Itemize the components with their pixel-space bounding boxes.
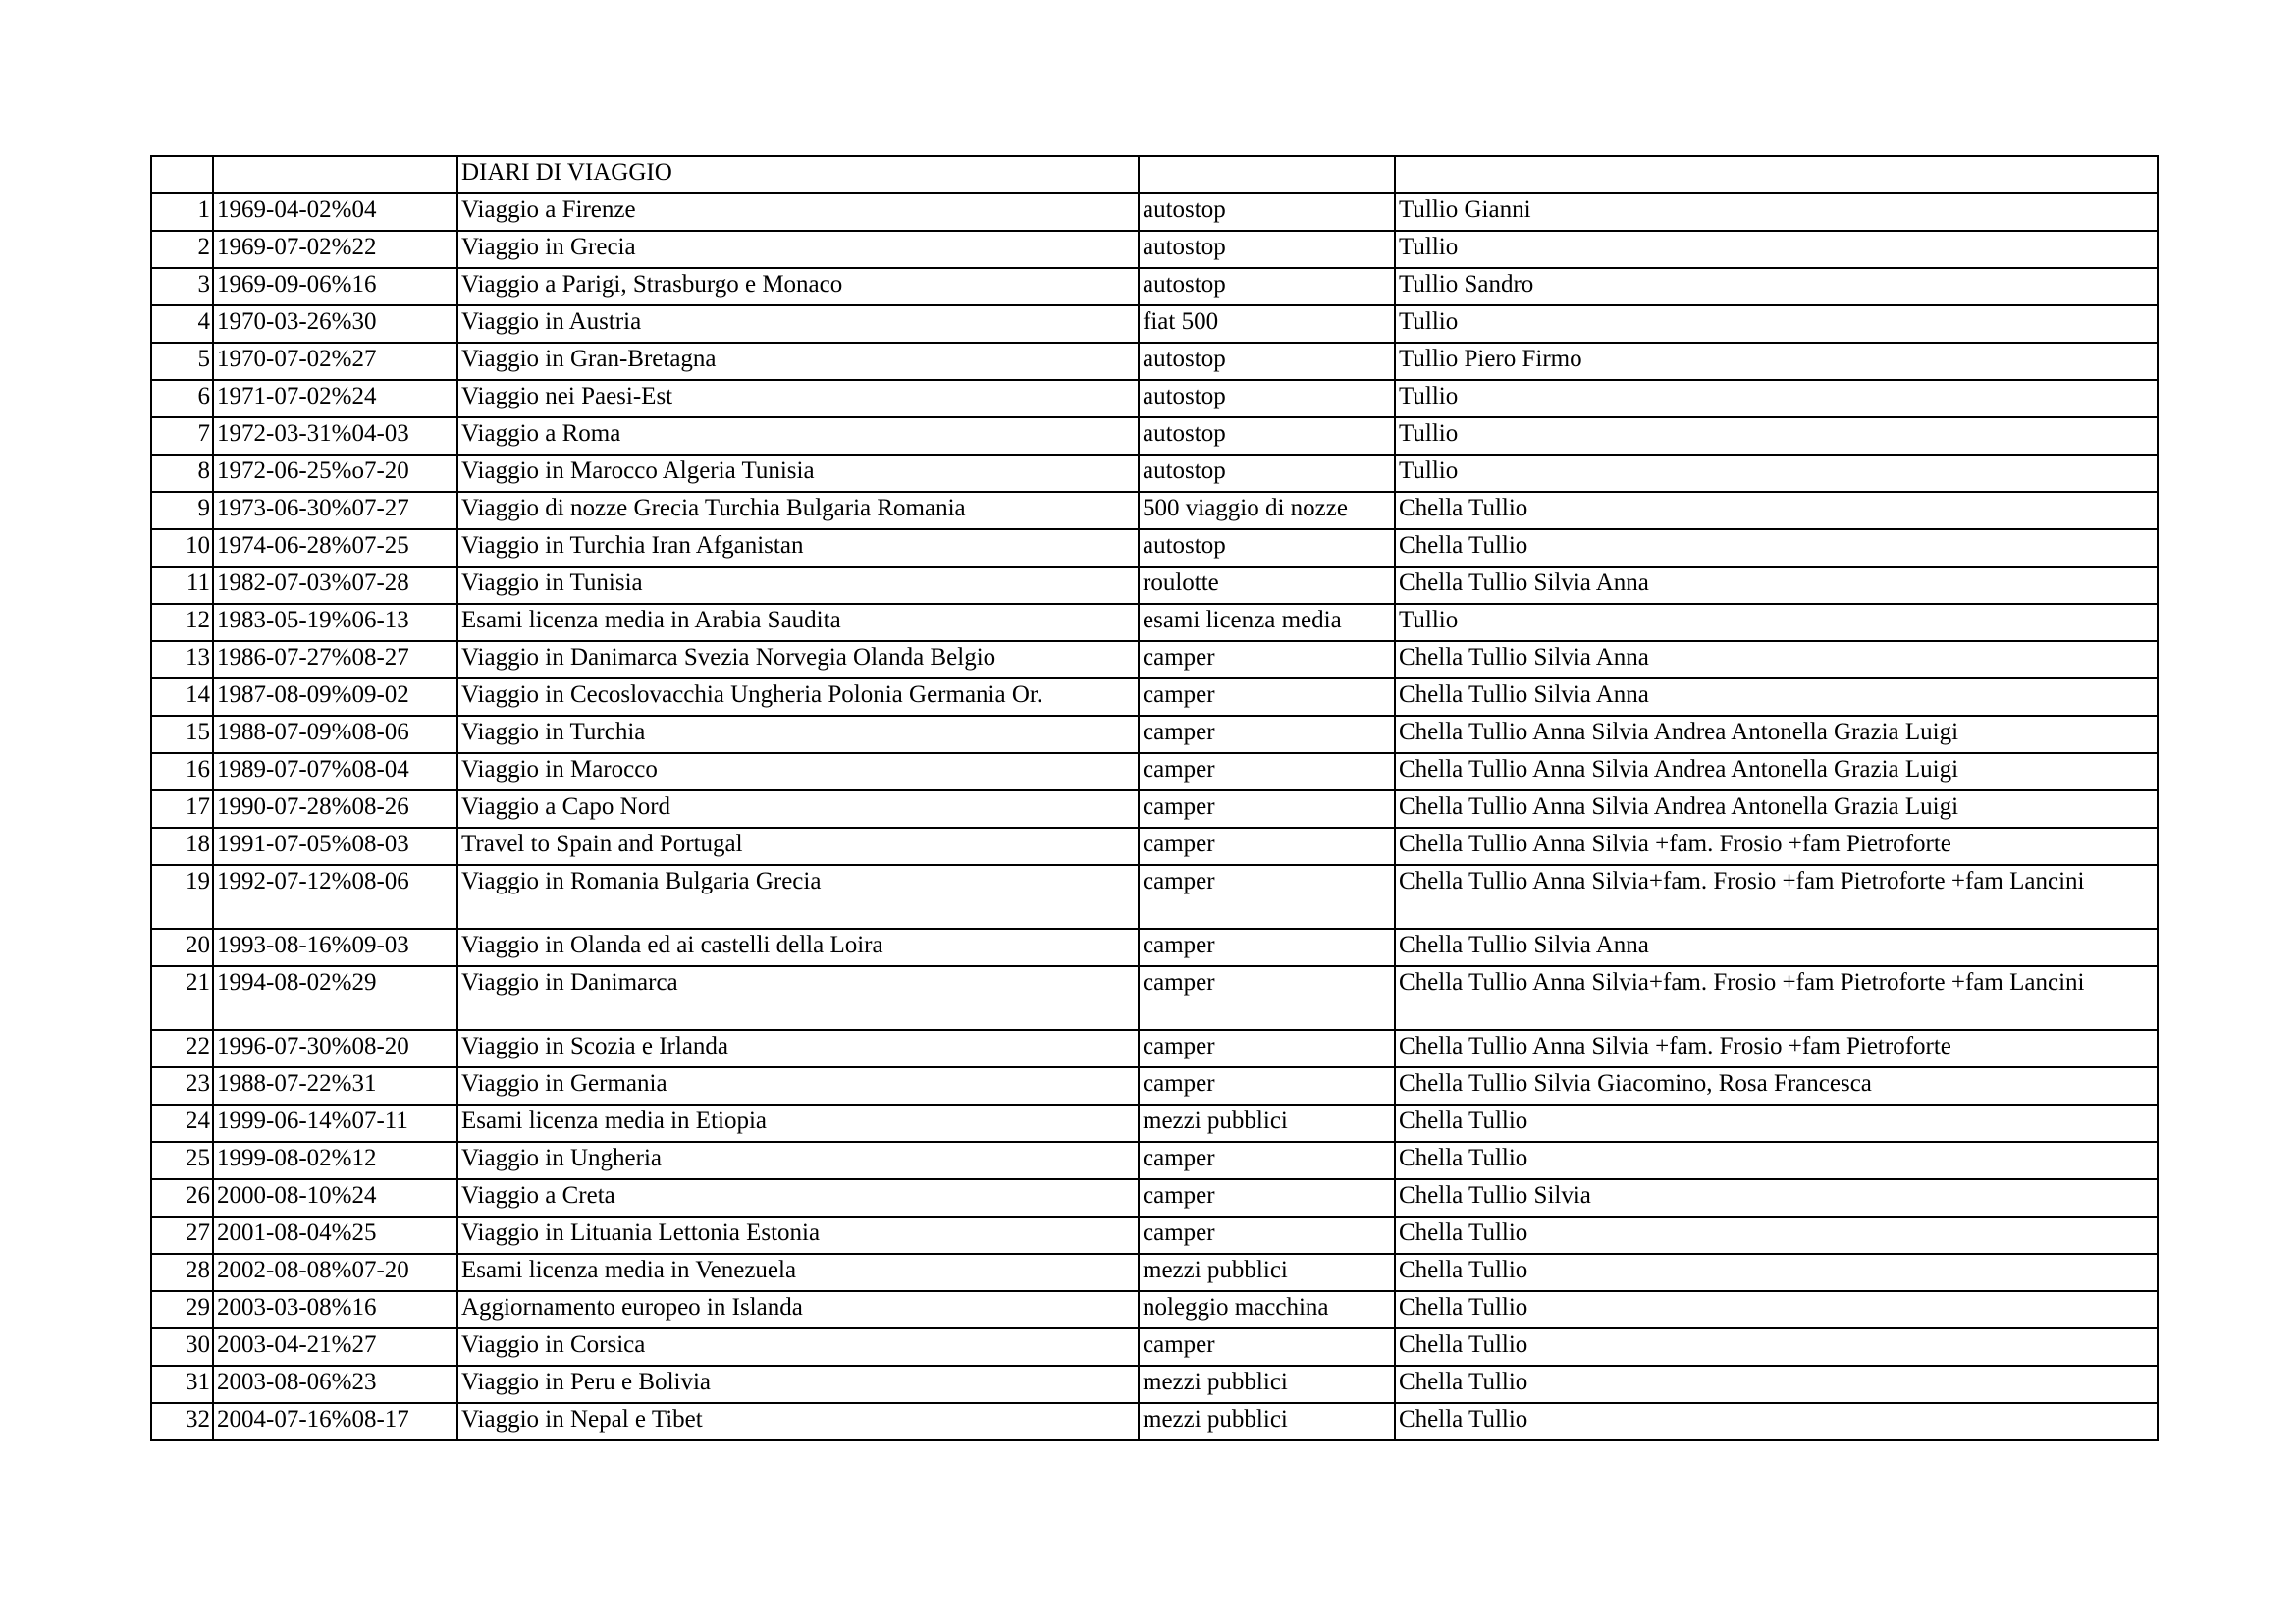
table-row	[151, 529, 2158, 567]
table-row	[151, 1067, 2158, 1105]
table-row	[151, 678, 2158, 716]
table-row	[151, 567, 2158, 604]
transport-mode-cell: autostop	[1139, 417, 1395, 455]
row-number-cell: 9	[151, 492, 213, 529]
participants-cell: Chella Tullio Silvia Anna	[1395, 641, 2158, 678]
dates-cell: 1971-07-02%24	[213, 380, 457, 417]
row-number-cell: 18	[151, 828, 213, 865]
participants-cell: Chella Tullio	[1395, 529, 2158, 567]
transport-mode-cell: roulotte	[1139, 567, 1395, 604]
trip-title-cell: Viaggio in Grecia	[457, 231, 1139, 268]
row-number-cell: 13	[151, 641, 213, 678]
table-row	[151, 1328, 2158, 1366]
participants-cell: Chella Tullio Anna Silvia Andrea Antonella Grazia Luigi	[1395, 790, 2158, 828]
row-number-cell: 28	[151, 1254, 213, 1291]
dates-cell: 1972-06-25%o7-20	[213, 455, 457, 492]
trip-title-cell: Viaggio a Capo Nord	[457, 790, 1139, 828]
table-row	[151, 455, 2158, 492]
table-row	[151, 1366, 2158, 1403]
row-number-cell: 14	[151, 678, 213, 716]
participants-cell: Tullio	[1395, 455, 2158, 492]
travel-diary-table	[150, 155, 2159, 1441]
transport-mode-cell: camper	[1139, 865, 1395, 929]
row-number-cell: 1	[151, 193, 213, 231]
transport-mode-cell: mezzi pubblici	[1139, 1254, 1395, 1291]
participants-cell: Chella Tullio Silvia Anna	[1395, 678, 2158, 716]
transport-mode-cell: autostop	[1139, 193, 1395, 231]
trip-title-cell: Viaggio di nozze Grecia Turchia Bulgaria Romania	[457, 492, 1139, 529]
participants-cell: Tullio	[1395, 305, 2158, 343]
participants-cell: Chella Tullio Silvia Giacomino, Rosa Francesca	[1395, 1067, 2158, 1105]
transport-mode-cell: mezzi pubblici	[1139, 1105, 1395, 1142]
participants-cell: Tullio	[1395, 380, 2158, 417]
participants-cell: Chella Tullio	[1395, 492, 2158, 529]
table-row	[151, 343, 2158, 380]
row-number-cell: 4	[151, 305, 213, 343]
dates-cell: 1982-07-03%07-28	[213, 567, 457, 604]
participants-cell: Chella Tullio Anna Silvia Andrea Antonella Grazia Luigi	[1395, 753, 2158, 790]
participants-cell: Chella Tullio Anna Silvia+fam. Frosio +fam Pietroforte +fam Lancini	[1395, 865, 2158, 929]
trip-title-cell: Esami licenza media in Etiopia	[457, 1105, 1139, 1142]
travel-diary-sheet	[150, 155, 2157, 1441]
trip-title-cell: Viaggio in Cecoslovacchia Ungheria Polonia Germania Or.	[457, 678, 1139, 716]
row-number-cell: 29	[151, 1291, 213, 1328]
transport-mode-cell: noleggio macchina	[1139, 1291, 1395, 1328]
dates-cell: 1988-07-09%08-06	[213, 716, 457, 753]
trip-title-cell: Viaggio in Nepal e Tibet	[457, 1403, 1139, 1440]
transport-mode-cell: camper	[1139, 828, 1395, 865]
participants-cell: Chella Tullio	[1395, 1366, 2158, 1403]
row-number-cell: 5	[151, 343, 213, 380]
transport-mode-cell: autostop	[1139, 343, 1395, 380]
participants-cell: Tullio	[1395, 231, 2158, 268]
header-number-cell	[151, 156, 213, 193]
transport-mode-cell: camper	[1139, 1067, 1395, 1105]
dates-cell: 2001-08-04%25	[213, 1217, 457, 1254]
participants-cell: Chella Tullio Anna Silvia +fam. Frosio +fam Pietroforte	[1395, 1030, 2158, 1067]
table-row	[151, 1105, 2158, 1142]
trip-title-cell: Viaggio a Roma	[457, 417, 1139, 455]
header-mode-cell	[1139, 156, 1395, 193]
table-row	[151, 966, 2158, 1030]
dates-cell: 1993-08-16%09-03	[213, 929, 457, 966]
row-number-cell: 16	[151, 753, 213, 790]
table-row	[151, 1254, 2158, 1291]
dates-cell: 1970-07-02%27	[213, 343, 457, 380]
row-number-cell: 31	[151, 1366, 213, 1403]
row-number-cell: 3	[151, 268, 213, 305]
row-number-cell: 20	[151, 929, 213, 966]
participants-cell: Tullio	[1395, 417, 2158, 455]
row-number-cell: 11	[151, 567, 213, 604]
header-people-cell	[1395, 156, 2158, 193]
participants-cell: Chella Tullio Anna Silvia Andrea Antonella Grazia Luigi	[1395, 716, 2158, 753]
dates-cell: 1991-07-05%08-03	[213, 828, 457, 865]
dates-cell: 1999-06-14%07-11	[213, 1105, 457, 1142]
trip-title-cell: Viaggio in Tunisia	[457, 567, 1139, 604]
dates-cell: 1990-07-28%08-26	[213, 790, 457, 828]
table-row	[151, 1030, 2158, 1067]
participants-cell: Tullio Gianni	[1395, 193, 2158, 231]
row-number-cell: 19	[151, 865, 213, 929]
row-number-cell: 12	[151, 604, 213, 641]
transport-mode-cell: mezzi pubblici	[1139, 1403, 1395, 1440]
dates-cell: 1969-07-02%22	[213, 231, 457, 268]
transport-mode-cell: autostop	[1139, 231, 1395, 268]
table-row	[151, 641, 2158, 678]
row-number-cell: 27	[151, 1217, 213, 1254]
trip-title-cell: Viaggio in Austria	[457, 305, 1139, 343]
header-title-cell: DIARI DI VIAGGIO	[457, 156, 1139, 193]
table-row	[151, 305, 2158, 343]
row-number-cell: 23	[151, 1067, 213, 1105]
transport-mode-cell: autostop	[1139, 455, 1395, 492]
dates-cell: 1969-09-06%16	[213, 268, 457, 305]
transport-mode-cell: camper	[1139, 1030, 1395, 1067]
transport-mode-cell: autostop	[1139, 529, 1395, 567]
transport-mode-cell: camper	[1139, 678, 1395, 716]
row-number-cell: 10	[151, 529, 213, 567]
participants-cell: Chella Tullio	[1395, 1254, 2158, 1291]
participants-cell: Chella Tullio	[1395, 1142, 2158, 1179]
transport-mode-cell: camper	[1139, 790, 1395, 828]
trip-title-cell: Viaggio in Marocco Algeria Tunisia	[457, 455, 1139, 492]
transport-mode-cell: camper	[1139, 641, 1395, 678]
dates-cell: 1989-07-07%08-04	[213, 753, 457, 790]
table-row	[151, 604, 2158, 641]
table-row	[151, 492, 2158, 529]
trip-title-cell: Viaggio in Gran-Bretagna	[457, 343, 1139, 380]
participants-cell: Chella Tullio	[1395, 1105, 2158, 1142]
trip-title-cell: Viaggio in Corsica	[457, 1328, 1139, 1366]
dates-cell: 1996-07-30%08-20	[213, 1030, 457, 1067]
row-number-cell: 32	[151, 1403, 213, 1440]
dates-cell: 2003-03-08%16	[213, 1291, 457, 1328]
table-row	[151, 268, 2158, 305]
dates-cell: 1972-03-31%04-03	[213, 417, 457, 455]
participants-cell: Chella Tullio Silvia	[1395, 1179, 2158, 1217]
table-row	[151, 380, 2158, 417]
trip-title-cell: Esami licenza media in Venezuela	[457, 1254, 1139, 1291]
trip-title-cell: Viaggio in Lituania Lettonia Estonia	[457, 1217, 1139, 1254]
dates-cell: 1983-05-19%06-13	[213, 604, 457, 641]
transport-mode-cell: camper	[1139, 966, 1395, 1030]
trip-title-cell: Viaggio in Danimarca	[457, 966, 1139, 1030]
row-number-cell: 15	[151, 716, 213, 753]
participants-cell: Chella Tullio	[1395, 1217, 2158, 1254]
table-row	[151, 828, 2158, 865]
table-row	[151, 1142, 2158, 1179]
trip-title-cell: Viaggio nei Paesi-Est	[457, 380, 1139, 417]
trip-title-cell: Aggiornamento europeo in Islanda	[457, 1291, 1139, 1328]
transport-mode-cell: camper	[1139, 929, 1395, 966]
trip-title-cell: Viaggio in Turchia	[457, 716, 1139, 753]
transport-mode-cell: esami licenza media	[1139, 604, 1395, 641]
row-number-cell: 21	[151, 966, 213, 1030]
participants-cell: Chella Tullio Anna Silvia +fam. Frosio +fam Pietroforte	[1395, 828, 2158, 865]
dates-cell: 1986-07-27%08-27	[213, 641, 457, 678]
table-row	[151, 231, 2158, 268]
dates-cell: 1988-07-22%31	[213, 1067, 457, 1105]
transport-mode-cell: camper	[1139, 1179, 1395, 1217]
table-row	[151, 193, 2158, 231]
row-number-cell: 6	[151, 380, 213, 417]
row-number-cell: 7	[151, 417, 213, 455]
table-row	[151, 790, 2158, 828]
trip-title-cell: Viaggio in Olanda ed ai castelli della Loira	[457, 929, 1139, 966]
row-number-cell: 30	[151, 1328, 213, 1366]
trip-title-cell: Viaggio in Ungheria	[457, 1142, 1139, 1179]
participants-cell: Tullio	[1395, 604, 2158, 641]
transport-mode-cell: autostop	[1139, 380, 1395, 417]
table-row	[151, 1179, 2158, 1217]
header-dates-cell	[213, 156, 457, 193]
transport-mode-cell: camper	[1139, 1328, 1395, 1366]
participants-cell: Chella Tullio	[1395, 1328, 2158, 1366]
dates-cell: 1999-08-02%12	[213, 1142, 457, 1179]
table-row	[151, 1291, 2158, 1328]
dates-cell: 2004-07-16%08-17	[213, 1403, 457, 1440]
participants-cell: Chella Tullio	[1395, 1291, 2158, 1328]
transport-mode-cell: fiat 500	[1139, 305, 1395, 343]
trip-title-cell: Viaggio in Romania Bulgaria Grecia	[457, 865, 1139, 929]
row-number-cell: 17	[151, 790, 213, 828]
table-row	[151, 753, 2158, 790]
transport-mode-cell: mezzi pubblici	[1139, 1366, 1395, 1403]
trip-title-cell: Viaggio in Germania	[457, 1067, 1139, 1105]
table-row	[151, 929, 2158, 966]
participants-cell: Chella Tullio Silvia Anna	[1395, 567, 2158, 604]
dates-cell: 1992-07-12%08-06	[213, 865, 457, 929]
row-number-cell: 8	[151, 455, 213, 492]
row-number-cell: 22	[151, 1030, 213, 1067]
header-row	[151, 156, 2158, 193]
transport-mode-cell: camper	[1139, 716, 1395, 753]
trip-title-cell: Viaggio in Marocco	[457, 753, 1139, 790]
dates-cell: 2003-08-06%23	[213, 1366, 457, 1403]
transport-mode-cell: camper	[1139, 1217, 1395, 1254]
dates-cell: 2000-08-10%24	[213, 1179, 457, 1217]
row-number-cell: 26	[151, 1179, 213, 1217]
dates-cell: 2003-04-21%27	[213, 1328, 457, 1366]
dates-cell: 1969-04-02%04	[213, 193, 457, 231]
participants-cell: Tullio Piero Firmo	[1395, 343, 2158, 380]
participants-cell: Chella Tullio Silvia Anna	[1395, 929, 2158, 966]
trip-title-cell: Viaggio in Turchia Iran Afganistan	[457, 529, 1139, 567]
transport-mode-cell: 500 viaggio di nozze	[1139, 492, 1395, 529]
table-row	[151, 865, 2158, 929]
table-body	[151, 156, 2158, 1440]
dates-cell: 2002-08-08%07-20	[213, 1254, 457, 1291]
trip-title-cell: Viaggio in Peru e Bolivia	[457, 1366, 1139, 1403]
participants-cell: Chella Tullio	[1395, 1403, 2158, 1440]
dates-cell: 1994-08-02%29	[213, 966, 457, 1030]
dates-cell: 1973-06-30%07-27	[213, 492, 457, 529]
table-row	[151, 417, 2158, 455]
row-number-cell: 25	[151, 1142, 213, 1179]
dates-cell: 1974-06-28%07-25	[213, 529, 457, 567]
dates-cell: 1987-08-09%09-02	[213, 678, 457, 716]
trip-title-cell: Viaggio a Firenze	[457, 193, 1139, 231]
participants-cell: Chella Tullio Anna Silvia+fam. Frosio +fam Pietroforte +fam Lancini	[1395, 966, 2158, 1030]
trip-title-cell: Viaggio in Danimarca Svezia Norvegia Olanda Belgio	[457, 641, 1139, 678]
row-number-cell: 2	[151, 231, 213, 268]
row-number-cell: 24	[151, 1105, 213, 1142]
trip-title-cell: Travel to Spain and Portugal	[457, 828, 1139, 865]
table-row	[151, 716, 2158, 753]
participants-cell: Tullio Sandro	[1395, 268, 2158, 305]
transport-mode-cell: camper	[1139, 753, 1395, 790]
trip-title-cell: Viaggio in Scozia e Irlanda	[457, 1030, 1139, 1067]
trip-title-cell: Viaggio a Parigi, Strasburgo e Monaco	[457, 268, 1139, 305]
trip-title-cell: Viaggio a Creta	[457, 1179, 1139, 1217]
transport-mode-cell: autostop	[1139, 268, 1395, 305]
trip-title-cell: Esami licenza media in Arabia Saudita	[457, 604, 1139, 641]
transport-mode-cell: camper	[1139, 1142, 1395, 1179]
dates-cell: 1970-03-26%30	[213, 305, 457, 343]
table-row	[151, 1217, 2158, 1254]
table-row	[151, 1403, 2158, 1440]
